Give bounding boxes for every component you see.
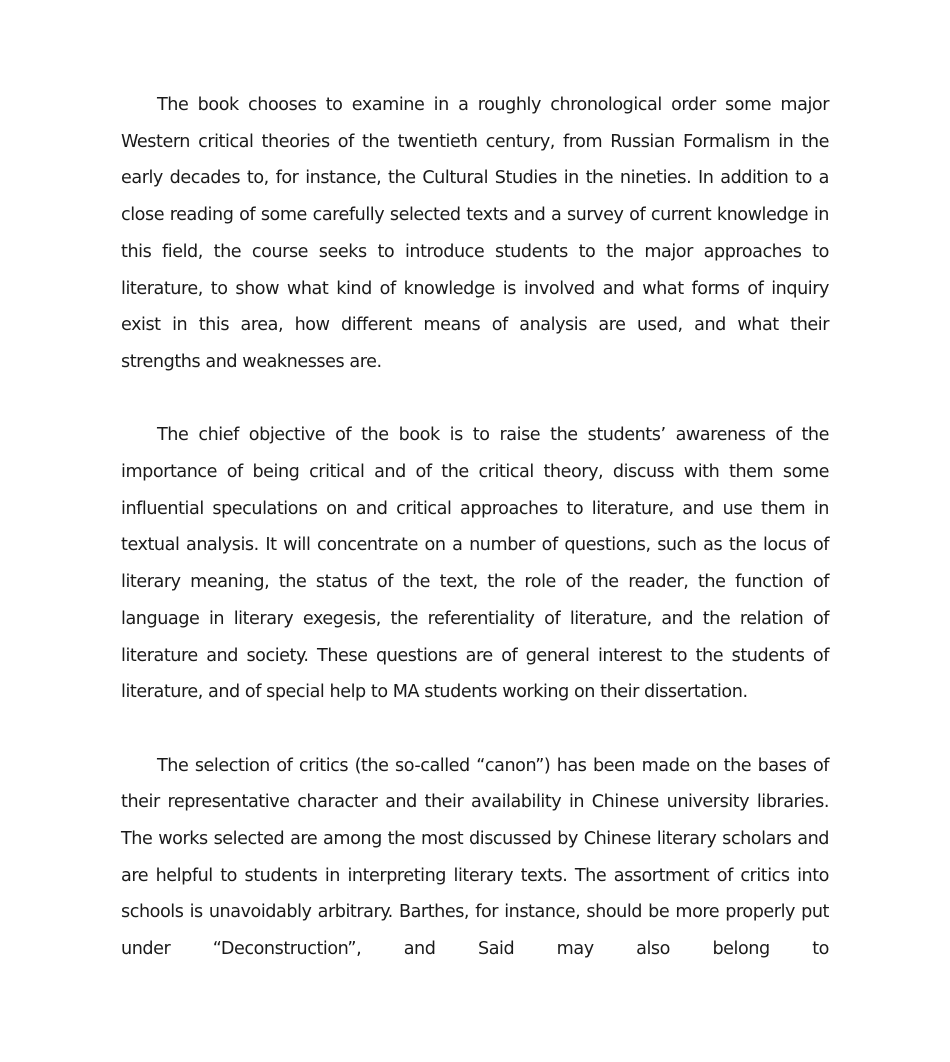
paragraph-chief-objective: The chief objective of the book is to raise the students’ awareness of the importance of being critical and of the critical theory, discuss with them some influential speculations on and critical approaches to literature, and use them in textual analysis. It will concentrate on a number of questions, such as the locus of literary meaning, the status of the text, the role of the reader, the function of language in literary exegesis, the referentiality of literature, and the relation of literature and society. These questions are of general interest to the students of literature, and of special help to MA students working on their dissertation.	[121, 425, 829, 703]
paragraph-selection-of-critics: The selection of critics (the so-called “canon”) has been made on the bases of their representative character and their availability in Chinese university libraries. The works selected are among the most discussed by Chinese literary scholars and are helpful to students in interpreting literary texts. The assortment of critics into schools is unavoidably arbitrary. Barthes, for instance, should be more properly put under “Deconstruction”, and Said may also belong to	[121, 755, 829, 960]
document-body	[121, 87, 829, 968]
paragraph-book-scope: The book chooses to examine in a roughly chronological order some major Western critical theories of the twentieth century, from Russian Formalism in the early decades to, for instance, the Cultural Studies in the nineties. In addition to a close reading of some carefully selected texts and a survey of current knowledge in this field, the course seeks to introduce students to the major approaches to literature, to show what kind of knowledge is involved and what forms of inquiry exist in this area, how different means of analysis are used, and what their strengths and weaknesses are.	[121, 95, 829, 372]
